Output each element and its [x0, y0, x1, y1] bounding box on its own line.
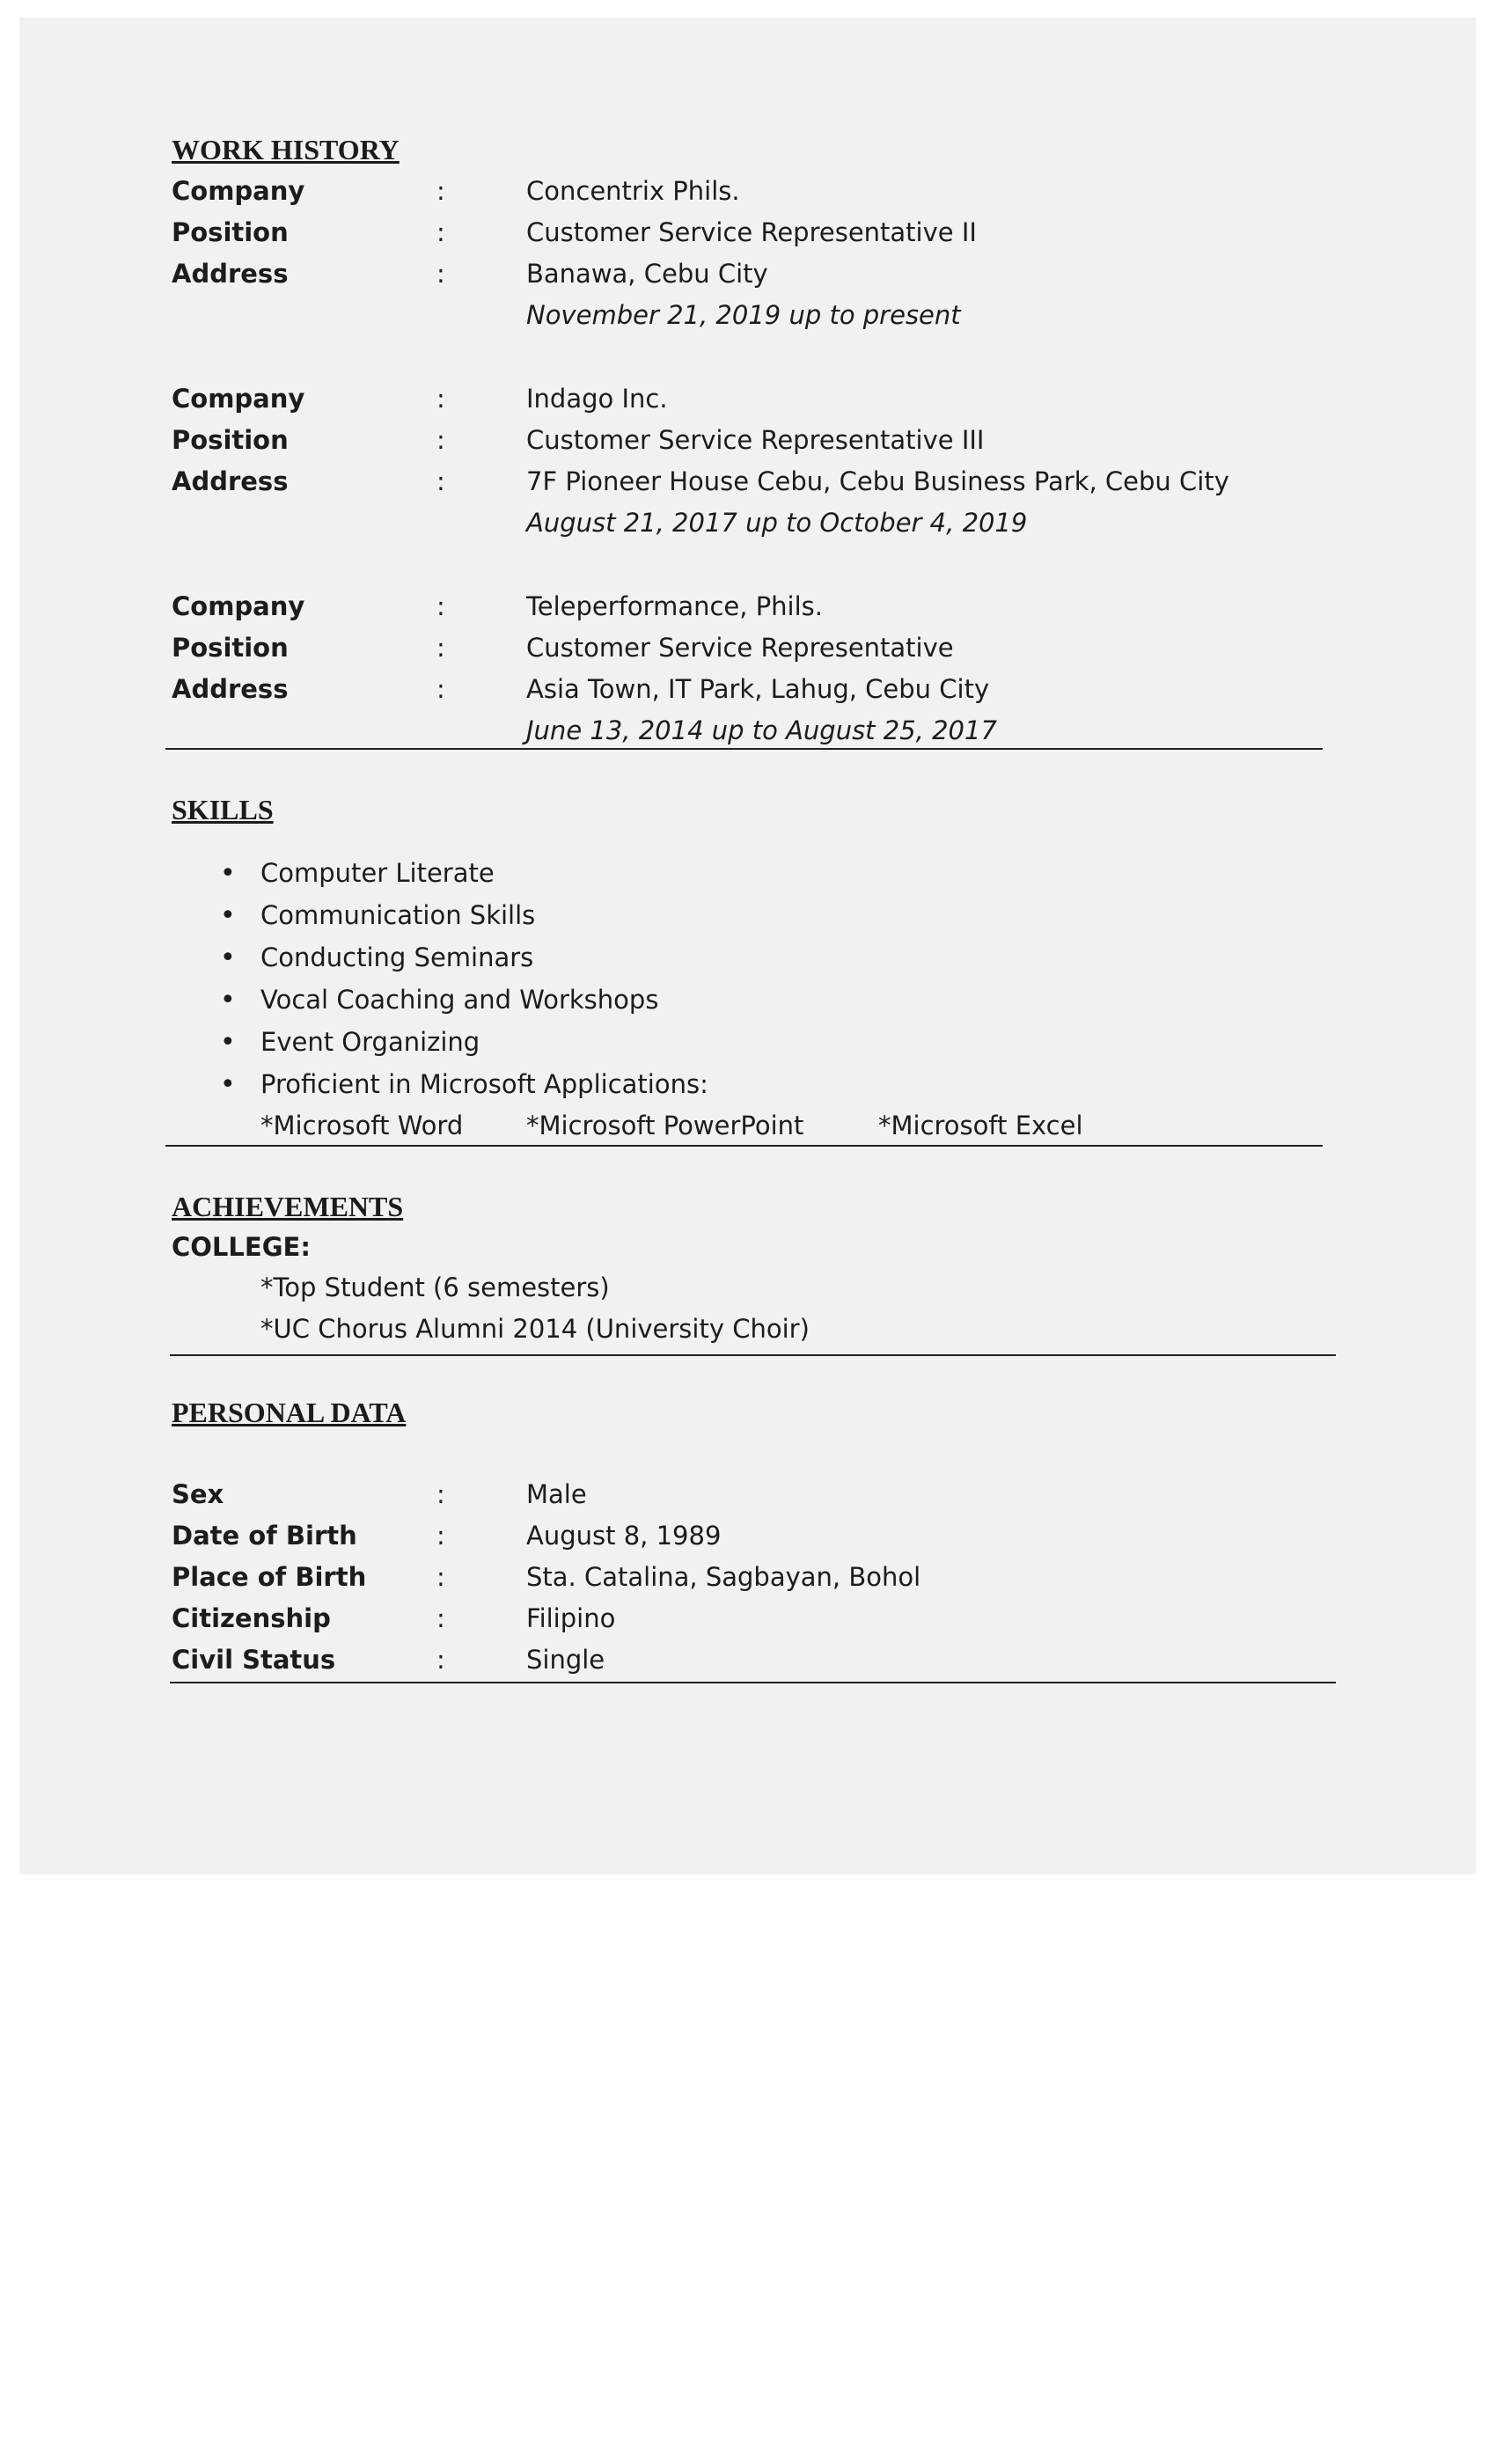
- personal-value: Male: [526, 1479, 587, 1509]
- personal-value: Sta. Catalina, Sagbayan, Bohol: [526, 1562, 921, 1592]
- skill-item: Vocal Coaching and Workshops: [260, 985, 659, 1015]
- app-word: *Microsoft Word: [260, 1111, 464, 1140]
- skill-item: Computer Literate: [260, 858, 495, 888]
- personal-value: Single: [526, 1645, 605, 1675]
- skill-item: Conducting Seminars: [260, 942, 534, 972]
- personal-data-heading: PERSONAL DATA: [172, 1397, 407, 1428]
- divider: [165, 748, 1323, 750]
- colon: :: [436, 425, 445, 455]
- bullet-icon: •: [220, 942, 236, 973]
- achievements-heading: ACHIEVEMENTS: [172, 1191, 404, 1222]
- position-label: Position: [172, 217, 289, 247]
- skill-item: Event Organizing: [260, 1027, 480, 1057]
- work-history-heading: WORK HISTORY: [172, 134, 400, 165]
- colon: :: [436, 1645, 445, 1675]
- company-label: Company: [172, 384, 305, 414]
- bullet-icon: •: [220, 858, 236, 889]
- bullet-icon: •: [220, 1027, 236, 1058]
- personal-label: Citizenship: [172, 1603, 331, 1633]
- job-position: Customer Service Representative III: [526, 425, 985, 455]
- job-position: Customer Service Representative: [526, 633, 954, 663]
- company-label: Company: [172, 591, 305, 621]
- job-dates: June 13, 2014 up to August 25, 2017: [526, 715, 997, 745]
- achievement-item: *Top Student (6 semesters): [260, 1272, 610, 1302]
- bullet-icon: •: [220, 1069, 236, 1100]
- divider: [170, 1682, 1336, 1683]
- skill-item: Communication Skills: [260, 900, 536, 930]
- personal-value: August 8, 1989: [526, 1521, 722, 1551]
- job-dates: August 21, 2017 up to October 4, 2019: [526, 508, 1028, 538]
- colon: :: [436, 176, 445, 206]
- job-address: 7F Pioneer House Cebu, Cebu Business Park, Cebu City: [526, 466, 1229, 496]
- address-label: Address: [172, 466, 289, 496]
- address-label: Address: [172, 259, 289, 289]
- colon: :: [436, 633, 445, 663]
- job-position: Customer Service Representative II: [526, 217, 977, 247]
- app-powerpoint: *Microsoft PowerPoint: [526, 1111, 804, 1140]
- skill-item: Proficient in Microsoft Applications:: [260, 1069, 708, 1099]
- colon: :: [436, 466, 445, 496]
- colon: :: [436, 1603, 445, 1633]
- scanned-page: [19, 18, 1476, 1874]
- divider: [165, 1145, 1323, 1147]
- job-address: Asia Town, IT Park, Lahug, Cebu City: [526, 674, 990, 704]
- job-address: Banawa, Cebu City: [526, 259, 768, 289]
- job-company: Concentrix Phils.: [526, 176, 740, 206]
- personal-label: Civil Status: [172, 1645, 336, 1675]
- app-excel: *Microsoft Excel: [878, 1111, 1083, 1140]
- colon: :: [436, 384, 445, 414]
- job-dates: November 21, 2019 up to present: [526, 300, 961, 330]
- personal-value: Filipino: [526, 1603, 616, 1633]
- skills-heading: SKILLS: [172, 794, 274, 825]
- colon: :: [436, 1562, 445, 1592]
- personal-label: Sex: [172, 1479, 224, 1509]
- bullet-icon: •: [220, 985, 236, 1016]
- position-label: Position: [172, 633, 289, 663]
- job-company: Teleperformance, Phils.: [526, 591, 823, 621]
- colon: :: [436, 674, 445, 704]
- colon: :: [436, 259, 445, 289]
- colon: :: [436, 1521, 445, 1551]
- bullet-icon: •: [220, 900, 236, 931]
- colon: :: [436, 217, 445, 247]
- divider: [170, 1354, 1336, 1356]
- achievement-item: *UC Chorus Alumni 2014 (University Choir): [260, 1314, 810, 1344]
- colon: :: [436, 591, 445, 621]
- personal-label: Date of Birth: [172, 1521, 357, 1551]
- college-label: COLLEGE:: [172, 1232, 311, 1262]
- position-label: Position: [172, 425, 289, 455]
- company-label: Company: [172, 176, 305, 206]
- job-company: Indago Inc.: [526, 384, 668, 414]
- address-label: Address: [172, 674, 289, 704]
- personal-label: Place of Birth: [172, 1562, 367, 1592]
- colon: :: [436, 1479, 445, 1509]
